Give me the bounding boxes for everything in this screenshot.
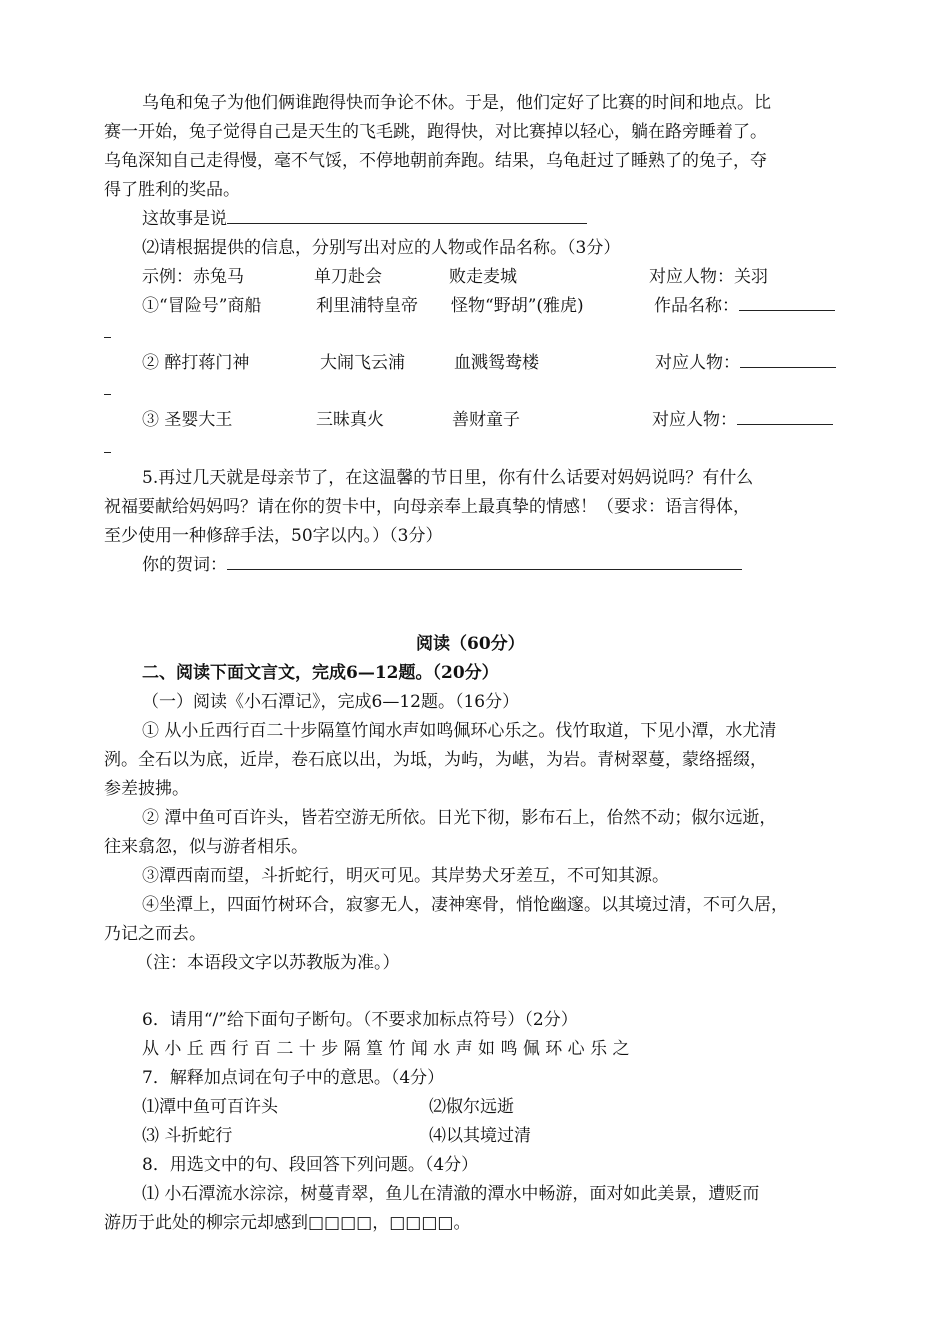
passage-line-8: 乃记之而去。 [104, 924, 206, 944]
story-line-3: 乌龟深知自己走得慢，毫不气馁，不停地朝前奔跑。结果，乌龟赶过了睡熟了的兔子，夺 [104, 151, 767, 171]
q8-line-2: 游历于此处的柳宗元却感到□□□□，□□□□。 [104, 1213, 471, 1233]
q5-answer-blank[interactable] [227, 568, 742, 570]
q2-row3-clue1: ③ 圣婴大王 [142, 410, 233, 430]
q7-title: 7．解释加点词在句子中的意思。（4分） [142, 1068, 445, 1088]
q2-row2-clue1: ② 醉打蒋门神 [142, 353, 250, 373]
q5-prompt [142, 557, 742, 574]
story-line-1: 乌龟和兔子为他们俩谁跑得快而争论不休。于是，他们定好了比赛的时间和地点。比 [142, 93, 771, 113]
passage-line-2: 洌。全石以为底，近岸，卷石底以出，为坻，为屿，为嵁，为岩。青树翠蔓，蒙络摇缀， [104, 750, 767, 770]
q5-line-3: 至少使用一种修辞手法，50字以内。）（3分） [104, 526, 443, 546]
q2-row3-answer-label: 对应人物： [652, 410, 737, 430]
q5-line-2: 祝福要献给妈妈吗？请在你的贺卡中，向母亲奉上最真挚的情感！（要求：语言得体， [104, 497, 750, 517]
q2-row1-answer-blank[interactable] [739, 309, 835, 311]
q7-item-3: ⑶ 斗折蛇行 [142, 1126, 233, 1146]
q2-row3-answer-blank[interactable] [737, 423, 833, 425]
story-prompt [142, 211, 587, 228]
reading-heading: 阅读（60分） [416, 634, 525, 654]
q2-example-answer: 对应人物：关羽 [649, 267, 768, 287]
story-line-2: 赛一开始，兔子觉得自己是天生的飞毛跳，跑得快，对比赛掉以轻心，躺在路旁睡着了。 [104, 122, 767, 142]
q2-row2-answer-label: 对应人物： [655, 353, 740, 373]
q6-sentence: 从 小 丘 西 行 百 二 十 步 隔 篁 竹 闻 水 声 如 鸣 佩 环 心 乐 之 [142, 1039, 630, 1059]
q7-item-1: ⑴潭中鱼可百许头 [142, 1097, 278, 1117]
q2-row3-clue3: 善财童子 [452, 410, 520, 430]
q2-example-2: 单刀赴会 [314, 267, 382, 287]
story-answer-blank[interactable] [227, 222, 587, 224]
q2-row1-clue2: 利里浦特皇帝 [316, 296, 418, 316]
passage-line-1: ① 从小丘西行百二十步隔篁竹闻水声如鸣佩环心乐之。伐竹取道，下见小潭，水尤清 [142, 721, 777, 741]
q2-title: ⑵请根据提供的信息，分别写出对应的人物或作品名称。（3分） [142, 238, 621, 258]
q7-item-2: ⑵俶尔远逝 [429, 1097, 514, 1117]
passage-line-4: ② 潭中鱼可百许头，皆若空游无所依。日光下彻，影布石上，佁然不动；俶尔远逝， [142, 808, 777, 828]
q2-row2-answer [655, 355, 836, 372]
q8-line-1: ⑴ 小石潭流水淙淙，树蔓青翠，鱼儿在清澈的潭水中畅游，面对如此美景，遭贬而 [142, 1184, 760, 1204]
q2-row3-overflow-dash [104, 452, 111, 453]
q2-row2-clue3: 血溅鸳鸯楼 [454, 353, 539, 373]
passage-note: （注：本语段文字以苏教版为准。） [136, 953, 400, 973]
q2-row1-overflow-dash [104, 337, 111, 338]
q2-row2-overflow-dash [104, 394, 111, 395]
q6-title: 6．请用“/”给下面句子断句。（不要求加标点符号）（2分） [142, 1010, 578, 1030]
q7-item-4: ⑷以其境过清 [429, 1126, 531, 1146]
q2-row2-clue2: 大闹飞云浦 [320, 353, 405, 373]
q2-row3-clue2: 三昧真火 [316, 410, 384, 430]
q2-row3-answer [652, 412, 833, 429]
story-line-4: 得了胜利的奖品。 [104, 180, 240, 200]
passage-line-5: 往来翕忽，似与游者相乐。 [104, 837, 308, 857]
q2-example-1: 示例：赤兔马 [142, 267, 244, 287]
q2-row1-answer [654, 298, 835, 315]
q2-row1-clue1: ①“冒险号”商船 [142, 296, 262, 316]
q2-row2-answer-blank[interactable] [740, 366, 836, 368]
q2-row1-answer-label: 作品名称： [654, 296, 739, 316]
q2-example-3: 败走麦城 [449, 267, 517, 287]
q2-row1-clue3: 怪物“野胡”(雅虎) [451, 296, 584, 316]
story-prompt-label: 这故事是说 [142, 209, 227, 229]
reading-subsection-title: （一）阅读《小石潭记》，完成6—12题。（16分） [142, 692, 520, 712]
q8-title: 8．用选文中的句、段回答下列问题。（4分） [142, 1155, 479, 1175]
passage-line-7: ④坐潭上，四面竹树环合，寂寥无人，凄神寒骨，悄怆幽邃。以其境过清，不可久居， [142, 895, 788, 915]
reading-section-title: 二、阅读下面文言文，完成6—12题。（20分） [142, 663, 499, 683]
passage-line-6: ③潭西南而望，斗折蛇行，明灭可见。其岸势犬牙差互，不可知其源。 [142, 866, 669, 886]
passage-line-3: 参差披拂。 [104, 779, 189, 799]
q5-prompt-label: 你的贺词： [142, 555, 227, 575]
q5-line-1: 5.再过几天就是母亲节了，在这温馨的节日里，你有什么话要对妈妈说吗？有什么 [142, 468, 754, 488]
